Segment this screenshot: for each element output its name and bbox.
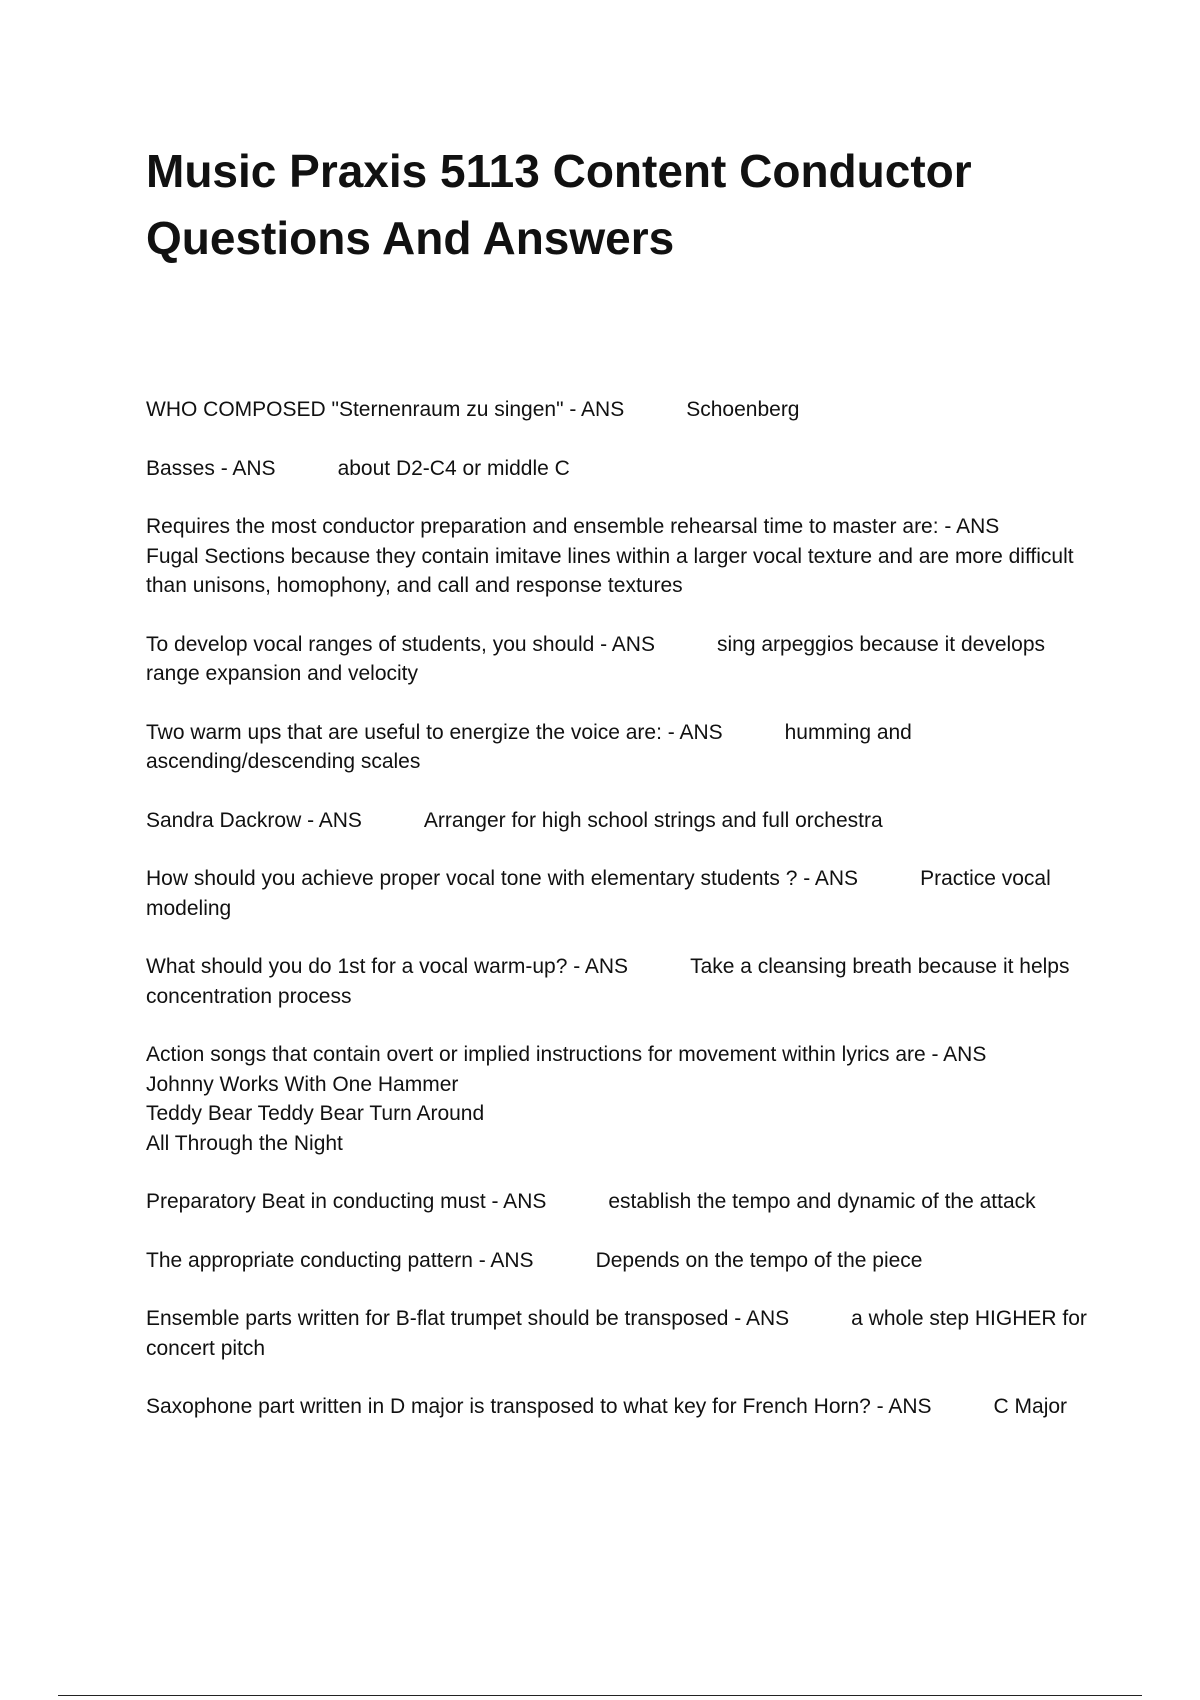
qa-item (146, 952, 1096, 1011)
qa-answer: Take a cleansing breath because it helps concentration process (146, 955, 1076, 1008)
document-title: Music Praxis 5113 Content Conductor Questions And Answers (146, 145, 972, 264)
qa-question: Preparatory Beat in conducting must - ANS (146, 1190, 547, 1213)
qa-answer: Depends on the tempo of the piece (595, 1248, 923, 1272)
qa-answer: about D2-C4 or middle C (337, 456, 570, 480)
qa-question: The appropriate conducting pattern - ANS (146, 1248, 534, 1272)
qa-item (146, 1187, 1096, 1217)
page-bottom-divider (58, 1695, 1142, 1696)
qa-question: Requires the most conductor preparation and ensemble rehearsal time to master are: - ANS (146, 515, 1000, 538)
qa-question: Basses - ANS (146, 456, 276, 480)
qa-item (146, 395, 1096, 425)
qa-question: Saxophone part written in D major is transposed to what key for French Horn? - ANS (146, 1395, 932, 1418)
qa-item (146, 512, 1096, 601)
qa-item (146, 718, 1096, 777)
qa-answer: C Major (993, 1395, 1068, 1418)
qa-question: To develop vocal ranges of students, you should - ANS (146, 632, 655, 656)
qa-item (146, 1040, 1096, 1158)
qa-answer: a whole step HIGHER for concert pitch (146, 1307, 1093, 1360)
qa-item (146, 630, 1096, 689)
qa-answer: establish the tempo and dynamic of the attack (608, 1190, 1036, 1213)
qa-item (146, 806, 1096, 836)
qa-question: Two warm ups that are useful to energize the voice are: - ANS (146, 720, 723, 744)
qa-answer: sing arpeggios because it develops range expansion and velocity (146, 632, 1051, 685)
qa-answer: Schoenberg (686, 398, 800, 421)
qa-question: Action songs that contain overt or implied instructions for movement within lyrics are - ANS (146, 1043, 987, 1066)
qa-answer: Fugal Sections because they contain imitave lines within a larger vocal texture and are more difficult than unisons, homophony, and call and response textures (146, 544, 1080, 597)
qa-question: WHO COMPOSED "Sternenraum zu singen" - ANS (146, 398, 625, 421)
qa-answer: Practice vocal modeling (146, 867, 1057, 920)
qa-item (146, 454, 1096, 484)
qa-question: Ensemble parts written for B-flat trumpet should be transposed - ANS (146, 1307, 790, 1330)
qa-item (146, 1392, 1096, 1422)
qa-item (146, 1304, 1096, 1363)
qa-question: Sandra Dackrow - ANS (146, 808, 362, 832)
qa-answer: Johnny Works With One Hammer Teddy Bear Teddy Bear Turn Around All Through the Night (146, 1072, 485, 1155)
qa-answer: humming and ascending/descending scales (146, 720, 918, 773)
qa-answer: Arranger for high school strings and full orchestra (423, 808, 883, 832)
qa-item (146, 864, 1096, 923)
qa-question: What should you do 1st for a vocal warm-up? - ANS (146, 955, 629, 978)
qa-list (146, 395, 1096, 1451)
qa-question: How should you achieve proper vocal tone with elementary students ? - ANS (146, 867, 859, 890)
qa-item (146, 1246, 1096, 1276)
